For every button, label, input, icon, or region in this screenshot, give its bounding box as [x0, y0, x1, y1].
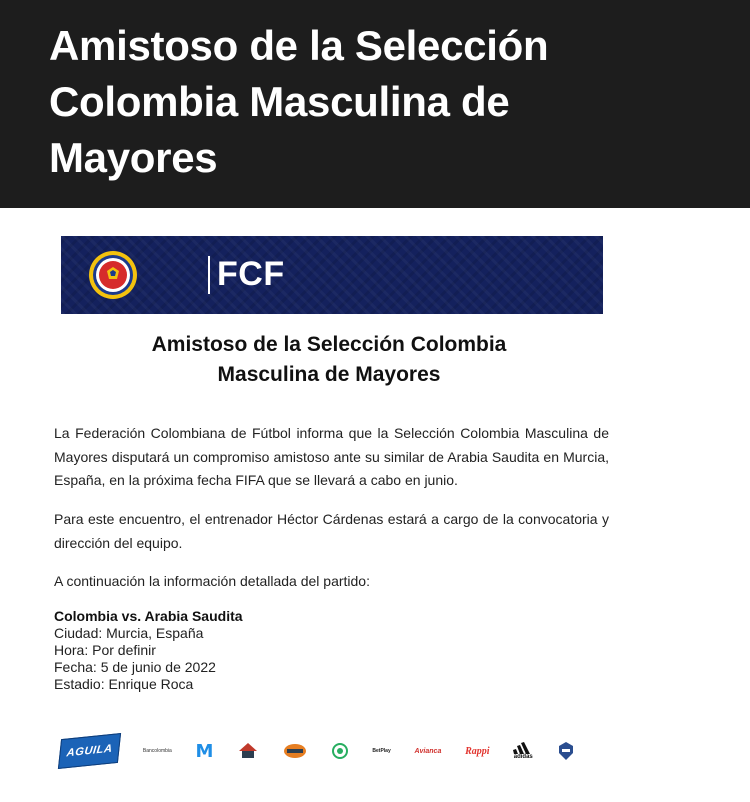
sponsor-emblem-icon: [557, 736, 575, 766]
banner-divider: [208, 256, 210, 294]
fcf-logo-text: FCF: [217, 255, 285, 293]
page-header: [0, 0, 750, 208]
paragraph-intro-details: A continuación la información detallada del partido:: [54, 573, 370, 589]
paragraph-announcement: La Federación Colombiana de Fútbol informa que la Selección Colombia Masculina de Mayores disputará un compromiso amistoso ante su similar de Arabia Saudita en Murcia, España, en la próxima fecha FIFA que se llevará a cabo en junio.: [54, 425, 609, 488]
fcf-banner: [61, 236, 603, 314]
match-title: Colombia vs. Arabia Saudita: [54, 608, 243, 624]
sponsor-avianca-logo: Avianca: [414, 747, 442, 755]
sponsor-adidas-logo: [513, 736, 533, 766]
document-title: [54, 330, 604, 390]
match-details: [54, 608, 609, 693]
document-title-line2: Masculina de Mayores: [217, 363, 441, 386]
sponsor-house-icon: [237, 736, 259, 766]
match-time: Hora: Por definir: [54, 642, 156, 658]
sponsor-badge-icon: [283, 736, 307, 766]
match-date: Fecha: 5 de junio de 2022: [54, 659, 216, 675]
sponsor-aguila-logo: AGUILA: [58, 733, 121, 769]
fcf-seal-icon: [88, 250, 138, 300]
sponsor-bancolombia-logo: Bancolombia: [142, 748, 172, 754]
sponsor-strip: [60, 733, 575, 769]
match-city: Ciudad: Murcia, España: [54, 625, 204, 641]
match-stadium: Estadio: Enrique Roca: [54, 676, 194, 692]
sponsor-rappi-logo: Rappi: [465, 745, 490, 757]
sponsor-movistar-logo: M: [195, 740, 214, 762]
adidas-stripes-icon: [513, 742, 533, 754]
sponsor-betplay-logo: BetPlay: [372, 748, 391, 754]
document-title-line1: Amistoso de la Selección Colombia: [151, 333, 507, 356]
adidas-label: adidas: [513, 754, 533, 760]
sponsor-green-circle-icon: [331, 736, 349, 766]
page-title: Amistoso de la Selección Colombia Masculina de Mayores: [49, 22, 549, 181]
paragraph-coach: Para este encuentro, el entrenador Héctor Cárdenas estará a cargo de la convocatoria y dirección del equipo.: [54, 511, 609, 551]
